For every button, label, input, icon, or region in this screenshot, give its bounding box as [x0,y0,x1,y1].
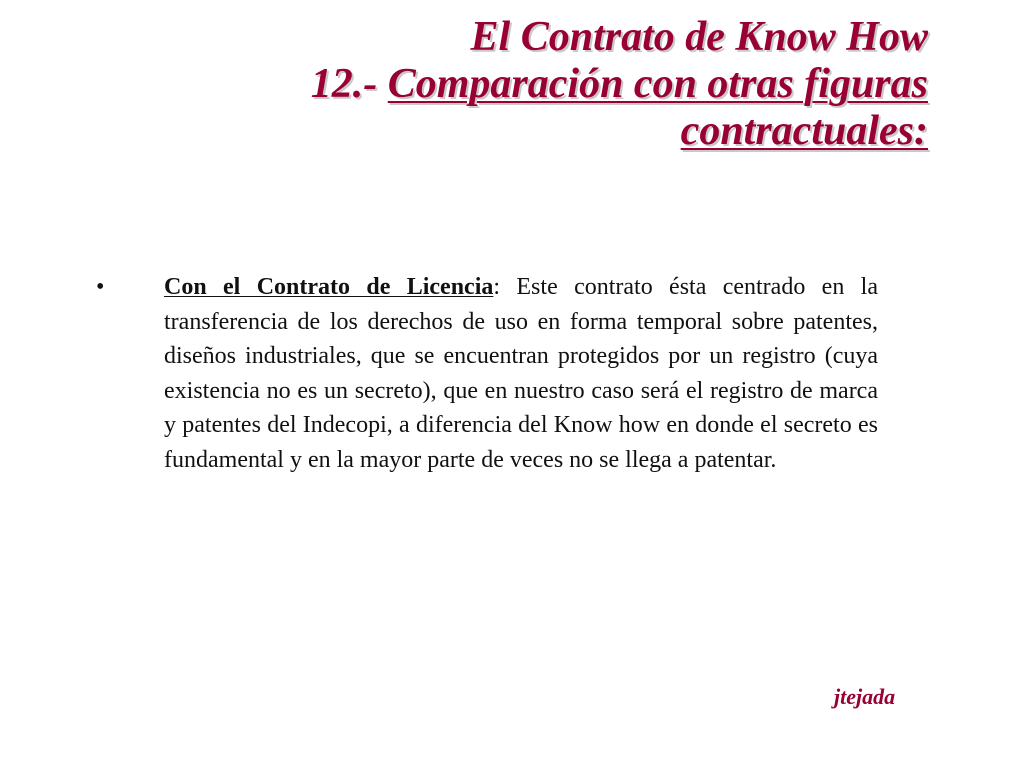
slide-title [68,14,928,155]
bullet-marker: • [96,274,105,300]
bullet-list [96,270,878,477]
bullet-separator: : [493,274,501,300]
bullet-paragraph [164,270,878,477]
bullet-body-text: Este contrato ésta centrado en la transferencia de los derechos de uso en forma temporal sobre patentes, diseños industriales, que se encuentran protegidos por un registro (cuya existencia no es un secreto), que en nuestro caso será el registro de marca y patentes del Indecopi, a diferencia del Know how en donde el secreto es fundamental y en la mayor parte de veces no se llega a patentar. [164,274,879,473]
title-line-1: El Contrato de Know How [470,14,928,60]
title-line-3 [68,108,928,155]
title-line-2 [68,61,928,108]
author-signature: jtejada [834,684,896,709]
title-section-heading: Comparación con otras figuras [387,61,928,107]
title-section-heading-continued: contractuales: [680,108,928,154]
title-section-number: 12.- [310,61,378,107]
bullet-lead-label: Con el Contrato de Licencia [164,274,494,300]
